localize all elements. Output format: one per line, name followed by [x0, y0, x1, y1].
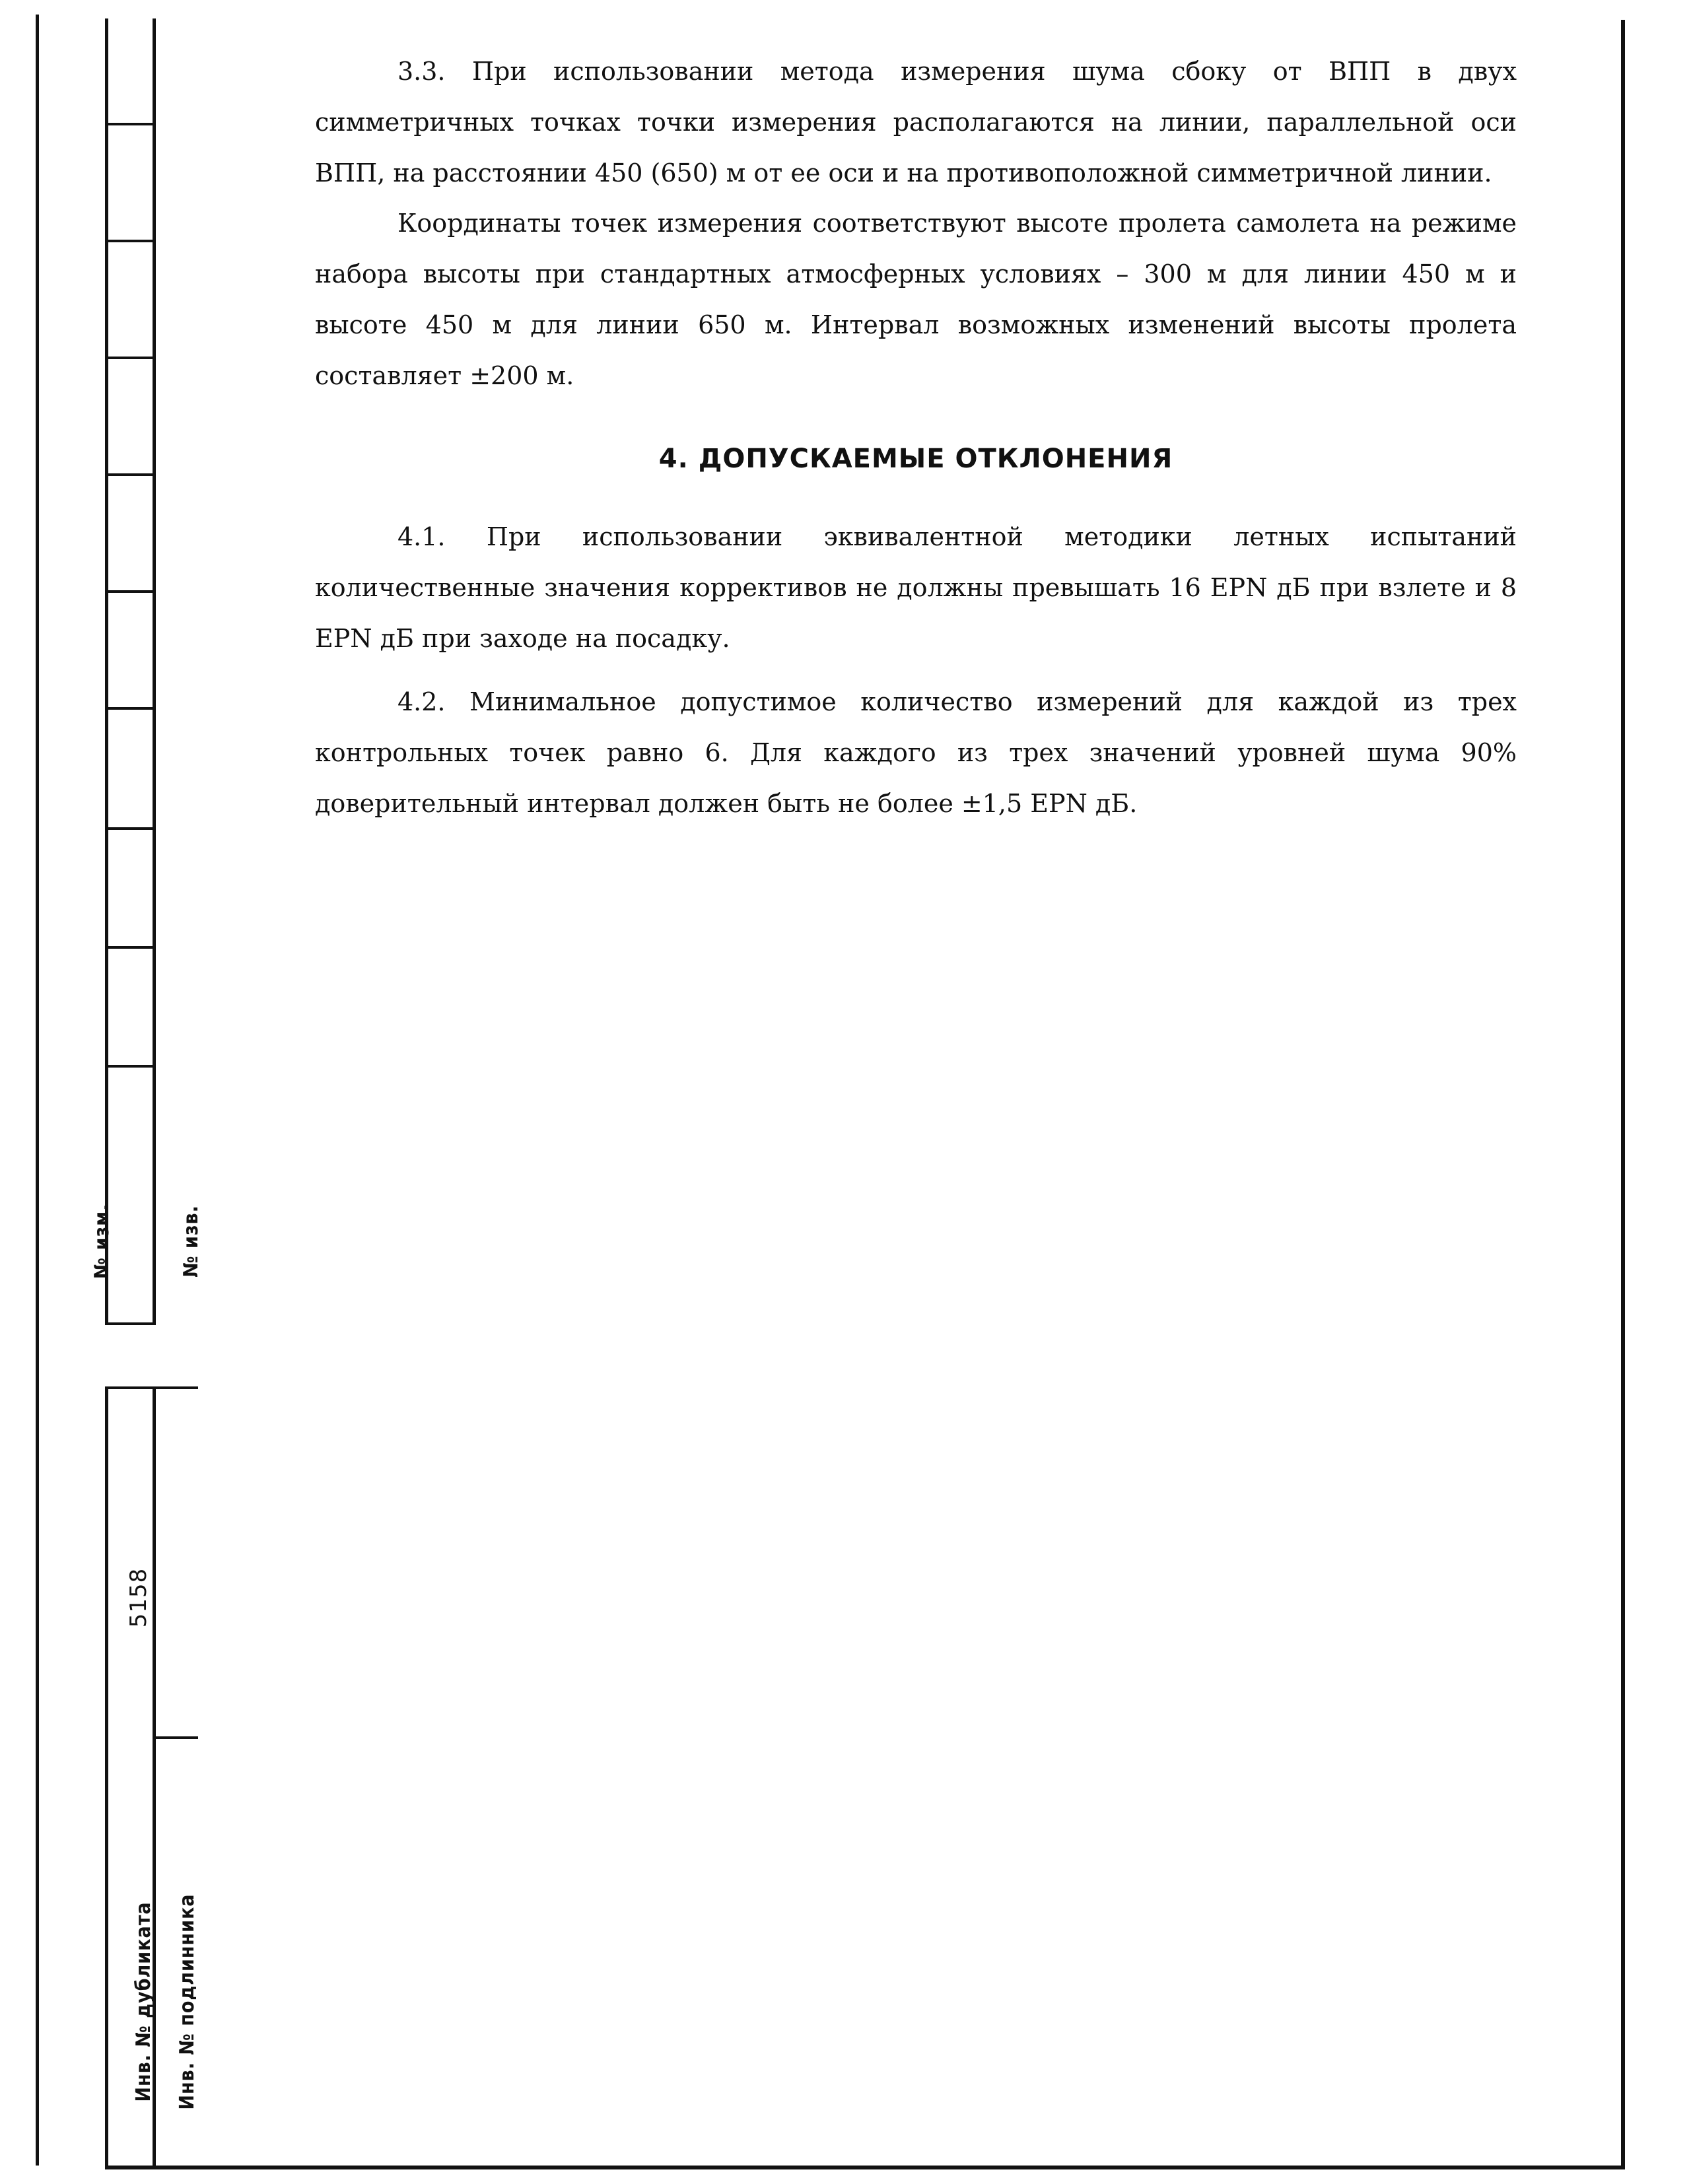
paragraph-3-3: 3.3. При использовании метода измерения шума сбоку от ВПП в двух симметричных точках точки измерения располагаются на линии, параллельной оси ВПП, на расстоянии 450 (650) м от ее оси и на противоположной симметричной линии.	[315, 57, 1517, 188]
paragraph-4-2: 4.2. Минимальное допустимое количество измерений для каждой из трех контрольных точек равно 6. Для каждого из трех значений уровней шума 90% доверительный интервал должен быть не более ±1,5 EPN дБ.	[315, 687, 1517, 818]
stamp-top-line	[105, 1386, 198, 1389]
stamp-cell-divider	[153, 1736, 198, 1739]
change-number-label: № изм.	[90, 1203, 114, 1280]
stamp-cell-divider	[105, 357, 156, 359]
frame-bottom-line	[105, 2166, 1624, 2169]
stamp-cell-divider	[105, 240, 156, 242]
notice-number-label: № изв.	[180, 1205, 203, 1278]
section-4-heading: 4. ДОПУСКАЕМЫЕ ОТКЛОНЕНИЯ	[658, 444, 1173, 474]
stamp-cell-divider	[105, 1065, 156, 1068]
original-inventory-label: Инв. № подлинника	[176, 1894, 199, 2110]
stamp-column-line	[105, 1386, 108, 2169]
duplicate-inventory-label: Инв. № дубликата	[132, 1901, 155, 2102]
stamp-cell-divider	[105, 707, 156, 710]
stamp-cell-divider	[105, 827, 156, 830]
stamp-cell-divider	[105, 946, 156, 949]
frame-right-line	[1621, 20, 1625, 2169]
stamp-cell-divider	[105, 473, 156, 476]
stamp-cell-divider	[105, 123, 156, 125]
stamp-cell-divider	[105, 1322, 156, 1325]
frame-left-line	[36, 15, 39, 2166]
paragraph-4-1: 4.1. При использовании эквивалентной методики летных испытаний количественные значения коррективов не должны превышать 16 EPN дБ при взлете и 8 EPN дБ при заходе на посадку.	[315, 522, 1517, 653]
paragraph-3-3-coordinates: Координаты точек измерения соответствуют высоте пролета самолета на режиме набора высоты при стандартных атмосферных условиях – 300 м для линии 450 м и высоте 450 м для линии 650 м. Интервал возможных изменений высоты пролета составляет ±200 м.	[315, 209, 1517, 390]
stamp-cell-divider	[105, 590, 156, 593]
original-inventory-number: 5158	[125, 1567, 152, 1628]
stamp-column-line	[105, 18, 108, 1324]
stamp-column-line	[153, 18, 156, 1324]
